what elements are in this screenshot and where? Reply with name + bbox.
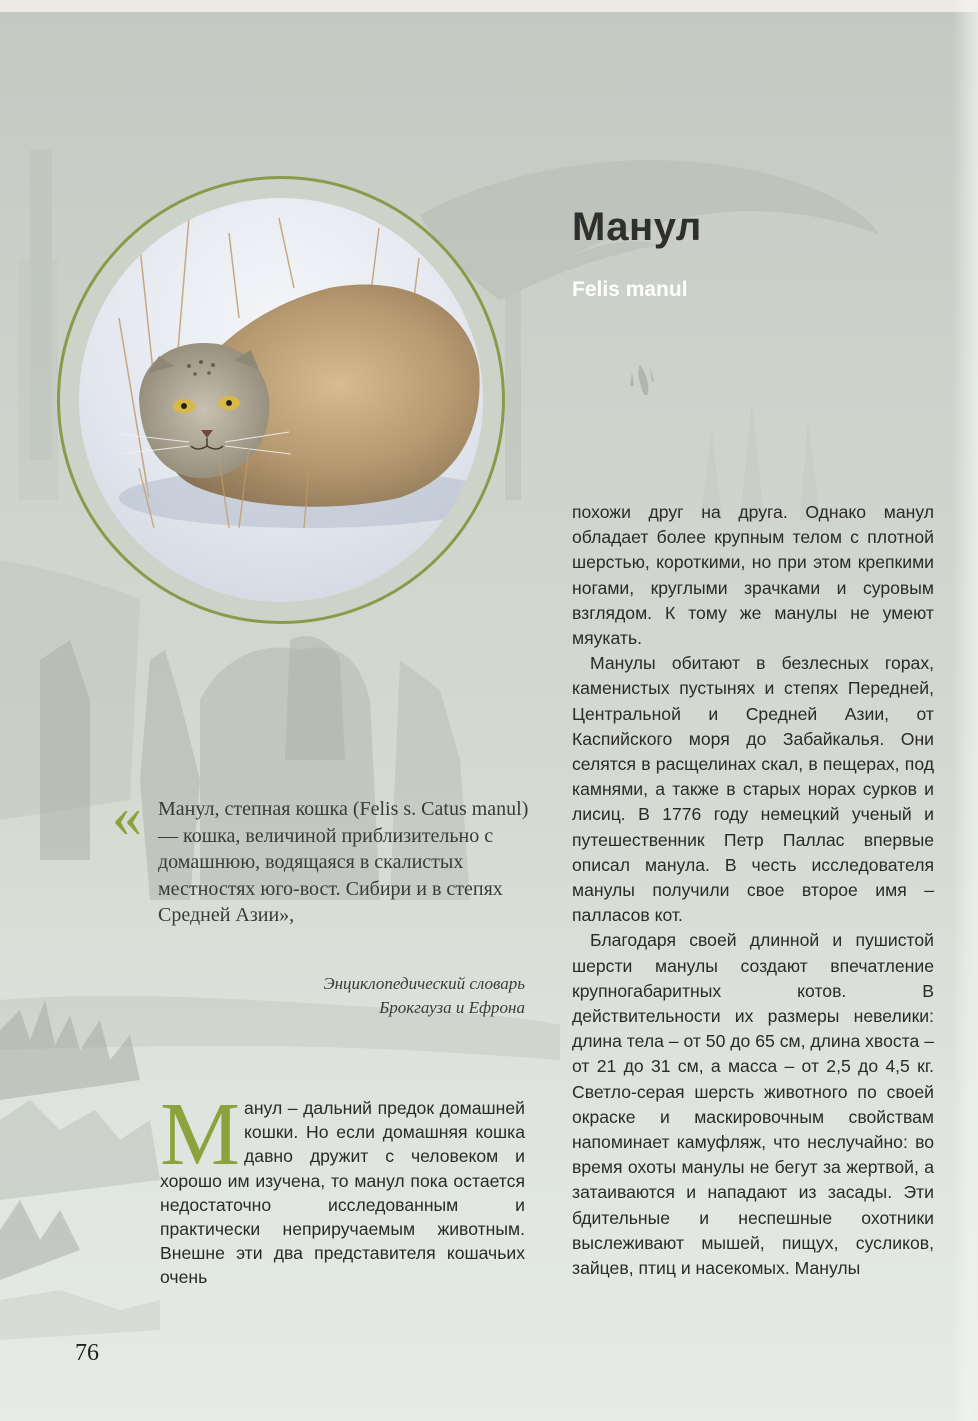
manul-cat-illustration bbox=[79, 198, 483, 602]
body-paragraph-1: похожи друг на друга. Однако манул обладает более крупным телом с плотной шерстью, короткими, но при этом крепкими ногами, круглыми зрачками и суровым взглядом. К тому же манулы не умеют мяукать. bbox=[572, 502, 934, 649]
quote-source-line-2: Брокгауза и Ефрона bbox=[379, 998, 525, 1017]
intro-paragraph bbox=[160, 1085, 525, 1290]
intro-text: анул – дальний предок домашней кошки. Но если домашняя кошка давно дружит с человеком и хорошо им изучена, то манул пока остается недостаточно исследованным и практически неприручаемым животным. Внешне эти два представителя кошачьих очень bbox=[160, 1098, 525, 1288]
latin-name: Felis manul bbox=[572, 278, 688, 301]
page-number: 76 bbox=[75, 1340, 99, 1366]
encyclopedia-quote: Манул, степная кошка (Felis s. Catus manul) — кошка, величиной приблизительно с домашнюю, водящаяся в скалистых местностях юго-вост. Сибири и в степях Средней Азии», bbox=[158, 798, 529, 926]
body-paragraph-3: Благодаря своей длинной и пушистой шерсти манулы создают впечатление крупногабаритных котов. В действительности их размеры невелики: длина тела – от 50 до 65 см, длина хвоста – от 21 до 31 см, а масса – от 2,5 до 4,5 кг. Светло-серая шерсть животного по своей окраске и маскировочным свойствам напоминает камуфляж, что неслучайно: во время охоты манулы не бегут за жертвой, а затаиваются и нападают из засады. Эти бдительные и неспешные охотники выслеживают мышей, пищух, сусликов, зайцев, птиц и насекомых. Манулы bbox=[572, 930, 934, 1279]
book-spine-shadow bbox=[952, 0, 978, 1421]
dropcap-letter: М bbox=[160, 1085, 241, 1184]
body-paragraph-2: Манулы обитают в безлесных горах, каменистых пустынях и степях Передней, Центральной и Средней Азии, от Каспийского моря до Забайкалья. Они селятся в расщелинах скал, в пещерах, под камнями, а также в старых норах сурков и лисиц. В 1776 году немецкий ученый и путешественник Петр Паллас впервые описал манула. В честь исследователя манулы получили свое второе имя – палласов кот. bbox=[572, 653, 934, 926]
quote-source bbox=[230, 972, 525, 1020]
body-text-column bbox=[572, 500, 934, 1281]
article-title: Манул bbox=[572, 205, 702, 249]
quote-mark-icon: « bbox=[112, 783, 142, 849]
manul-photo bbox=[79, 198, 483, 602]
quote-source-line-1: Энциклопедический словарь bbox=[323, 974, 525, 993]
